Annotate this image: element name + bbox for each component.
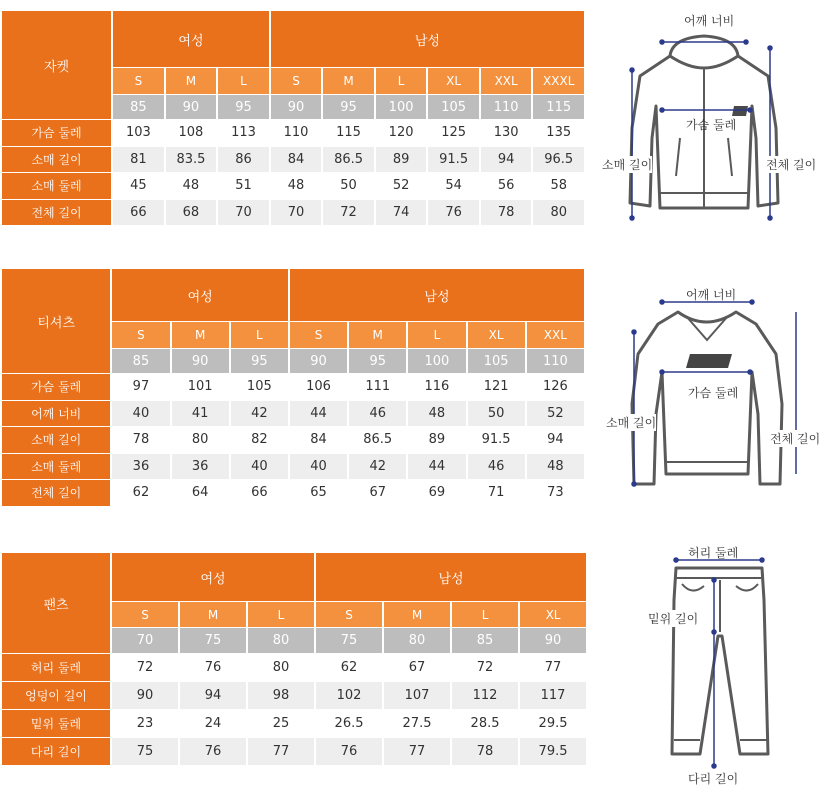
measurement-value: 80	[172, 427, 229, 453]
size-number: 90	[166, 95, 217, 119]
measurement-row	[2, 738, 586, 765]
group-header-row	[2, 553, 586, 601]
measurement-value: 29.5	[520, 710, 586, 737]
measurement-value: 106	[290, 374, 347, 400]
size-number: 105	[468, 349, 525, 373]
group-label: 남성	[316, 553, 586, 601]
measurement-value: 91.5	[468, 427, 525, 453]
measurement-value: 48	[527, 454, 584, 480]
group-header-row	[2, 269, 584, 321]
measurement-value: 83.5	[166, 147, 217, 173]
measurement-value: 52	[527, 401, 584, 427]
size-label: L	[376, 68, 427, 94]
size-number: 115	[533, 95, 584, 119]
measurement-value: 121	[468, 374, 525, 400]
measurement-row	[2, 454, 584, 480]
tshirt-sleeve-label: 소매 길이	[606, 416, 657, 430]
size-number: 85	[452, 628, 518, 653]
measurement-value: 74	[376, 200, 427, 226]
size-label: L	[218, 68, 269, 94]
pants-rise-label: 밑위 길이	[648, 612, 699, 626]
measurement-value: 41	[172, 401, 229, 427]
size-label: S	[112, 602, 178, 627]
measurement-value: 77	[520, 654, 586, 681]
size-label: S	[112, 322, 169, 348]
size-number: 95	[349, 349, 406, 373]
size-label: XL	[520, 602, 586, 627]
measurement-value: 94	[180, 682, 246, 709]
size-number: 90	[520, 628, 586, 653]
measurement-value: 89	[376, 147, 427, 173]
measurement-value: 78	[112, 427, 169, 453]
measurement-row	[2, 480, 584, 506]
size-number: 90	[271, 95, 322, 119]
measurement-value: 126	[527, 374, 584, 400]
measurement-value: 111	[349, 374, 406, 400]
size-number: 110	[481, 95, 532, 119]
measurement-value: 54	[428, 173, 479, 199]
measurement-value: 76	[428, 200, 479, 226]
size-label: M	[180, 602, 246, 627]
measurement-value: 130	[481, 120, 532, 146]
category-label: 자켓	[2, 11, 111, 119]
measurement-value: 112	[452, 682, 518, 709]
size-label: M	[384, 602, 450, 627]
size-number: 100	[376, 95, 427, 119]
measurement-value: 102	[316, 682, 382, 709]
measurement-value: 24	[180, 710, 246, 737]
measurement-value: 105	[231, 374, 288, 400]
measurement-value: 86.5	[349, 427, 406, 453]
measurement-value: 72	[323, 200, 374, 226]
size-number: 80	[248, 628, 314, 653]
measurement-value: 77	[384, 738, 450, 765]
size-label: XL	[428, 68, 479, 94]
measurement-row	[2, 374, 584, 400]
measurement-value: 84	[290, 427, 347, 453]
measurement-value: 120	[376, 120, 427, 146]
measurement-value: 135	[533, 120, 584, 146]
measurement-value: 78	[481, 200, 532, 226]
measurement-value: 44	[408, 454, 465, 480]
measurement-value: 48	[166, 173, 217, 199]
jacket-shoulder-label: 어깨 너비	[684, 14, 735, 28]
measurement-value: 72	[112, 654, 178, 681]
size-label: L	[231, 322, 288, 348]
measurement-value: 81	[113, 147, 164, 173]
measurement-row	[2, 401, 584, 427]
jacket-size-table	[0, 10, 586, 226]
measurement-value: 40	[231, 454, 288, 480]
size-number: 70	[112, 628, 178, 653]
measurement-value: 42	[349, 454, 406, 480]
size-number: 75	[180, 628, 246, 653]
size-number: 105	[428, 95, 479, 119]
pants-leg-label: 다리 길이	[688, 772, 739, 786]
category-label: 팬츠	[2, 553, 110, 653]
measurement-value: 101	[172, 374, 229, 400]
measurement-value: 23	[112, 710, 178, 737]
measurement-value: 80	[533, 200, 584, 226]
measurement-label: 가슴 둘레	[2, 120, 111, 146]
group-label: 여성	[113, 11, 269, 67]
tshirt-total-label: 전체 길이	[770, 432, 820, 446]
measurement-value: 36	[112, 454, 169, 480]
size-label: L	[408, 322, 465, 348]
measurement-label: 허리 둘레	[2, 654, 110, 681]
measurement-value: 66	[113, 200, 164, 226]
measurement-value: 28.5	[452, 710, 518, 737]
measurement-value: 90	[112, 682, 178, 709]
measurement-value: 94	[527, 427, 584, 453]
group-label: 남성	[271, 11, 584, 67]
measurement-value: 44	[290, 401, 347, 427]
tshirt-size-table	[0, 268, 586, 507]
measurement-value: 78	[452, 738, 518, 765]
measurement-value: 91.5	[428, 147, 479, 173]
measurement-value: 52	[376, 173, 427, 199]
category-label: 티셔츠	[2, 269, 110, 373]
jacket-chest-label: 가슴 둘레	[686, 118, 737, 132]
size-label: L	[248, 602, 314, 627]
measurement-label: 소매 둘레	[2, 173, 111, 199]
group-label: 여성	[112, 269, 288, 321]
size-label: XXL	[481, 68, 532, 94]
measurement-value: 56	[481, 173, 532, 199]
measurement-value: 84	[271, 147, 322, 173]
measurement-value: 76	[180, 738, 246, 765]
group-label: 남성	[290, 269, 584, 321]
measurement-value: 51	[218, 173, 269, 199]
measurement-label: 소매 길이	[2, 427, 110, 453]
pants-illustration	[630, 540, 800, 798]
jacket-total-label: 전체 길이	[766, 158, 817, 172]
measurement-value: 72	[452, 654, 518, 681]
size-number: 80	[384, 628, 450, 653]
pants-waist-label: 허리 둘레	[688, 546, 739, 560]
size-number: 90	[172, 349, 229, 373]
measurement-value: 68	[166, 200, 217, 226]
measurement-value: 86.5	[323, 147, 374, 173]
measurement-value: 76	[316, 738, 382, 765]
measurement-row	[2, 682, 586, 709]
measurement-value: 40	[290, 454, 347, 480]
measurement-value: 115	[323, 120, 374, 146]
measurement-value: 70	[271, 200, 322, 226]
measurement-value: 65	[290, 480, 347, 506]
size-number: 110	[527, 349, 584, 373]
measurement-value: 46	[468, 454, 525, 480]
measurement-row	[2, 173, 584, 199]
measurement-value: 46	[349, 401, 406, 427]
measurement-label: 엉덩이 길이	[2, 682, 110, 709]
measurement-value: 64	[172, 480, 229, 506]
size-label: S	[316, 602, 382, 627]
measurement-value: 89	[408, 427, 465, 453]
size-label: L	[452, 602, 518, 627]
measurement-value: 48	[271, 173, 322, 199]
size-label: M	[166, 68, 217, 94]
measurement-value: 76	[180, 654, 246, 681]
measurement-value: 36	[172, 454, 229, 480]
measurement-value: 107	[384, 682, 450, 709]
measurement-value: 40	[112, 401, 169, 427]
size-number: 95	[323, 95, 374, 119]
size-number: 100	[408, 349, 465, 373]
tshirt-shoulder-label: 어깨 너비	[686, 288, 737, 302]
size-label: XL	[468, 322, 525, 348]
measurement-value: 103	[113, 120, 164, 146]
measurement-value: 45	[113, 173, 164, 199]
measurement-value: 110	[271, 120, 322, 146]
measurement-label: 전체 길이	[2, 200, 111, 226]
measurement-value: 117	[520, 682, 586, 709]
measurement-value: 82	[231, 427, 288, 453]
measurement-value: 66	[231, 480, 288, 506]
size-label: M	[349, 322, 406, 348]
measurement-row	[2, 710, 586, 737]
size-number: 90	[290, 349, 347, 373]
size-label: M	[323, 68, 374, 94]
measurement-value: 67	[349, 480, 406, 506]
measurement-value: 48	[408, 401, 465, 427]
measurement-value: 58	[533, 173, 584, 199]
measurement-value: 80	[248, 654, 314, 681]
measurement-label: 소매 길이	[2, 147, 111, 173]
measurement-value: 94	[481, 147, 532, 173]
measurement-label: 밑위 둘레	[2, 710, 110, 737]
measurement-value: 86	[218, 147, 269, 173]
group-header-row	[2, 11, 584, 67]
pants-size-table	[0, 552, 588, 766]
measurement-value: 62	[112, 480, 169, 506]
measurement-value: 77	[248, 738, 314, 765]
size-label: S	[290, 322, 347, 348]
measurement-value: 67	[384, 654, 450, 681]
measurement-label: 어깨 너비	[2, 401, 110, 427]
measurement-value: 75	[112, 738, 178, 765]
measurement-value: 125	[428, 120, 479, 146]
measurement-value: 108	[166, 120, 217, 146]
size-number: 95	[218, 95, 269, 119]
measurement-label: 소매 둘레	[2, 454, 110, 480]
measurement-row	[2, 654, 586, 681]
size-label: S	[113, 68, 164, 94]
measurement-value: 71	[468, 480, 525, 506]
size-label: XXXL	[533, 68, 584, 94]
measurement-value: 50	[323, 173, 374, 199]
size-number: 75	[316, 628, 382, 653]
measurement-value: 42	[231, 401, 288, 427]
measurement-label: 가슴 둘레	[2, 374, 110, 400]
tshirt-chest-label: 가슴 둘레	[688, 386, 739, 400]
measurement-value: 69	[408, 480, 465, 506]
measurement-value: 96.5	[533, 147, 584, 173]
measurement-value: 113	[218, 120, 269, 146]
measurement-label: 전체 길이	[2, 480, 110, 506]
measurement-row	[2, 120, 584, 146]
measurement-value: 25	[248, 710, 314, 737]
measurement-row	[2, 427, 584, 453]
measurement-value: 97	[112, 374, 169, 400]
size-number: 85	[113, 95, 164, 119]
measurement-row	[2, 200, 584, 226]
size-label: XXL	[527, 322, 584, 348]
measurement-value: 50	[468, 401, 525, 427]
measurement-value: 116	[408, 374, 465, 400]
measurement-value: 27.5	[384, 710, 450, 737]
measurement-row	[2, 147, 584, 173]
jacket-sleeve-label: 소매 길이	[602, 158, 653, 172]
size-label: S	[271, 68, 322, 94]
pants-drawing	[630, 540, 800, 798]
tshirt-illustration	[600, 284, 820, 504]
measurement-value: 70	[218, 200, 269, 226]
jacket-illustration	[600, 8, 817, 228]
size-number: 85	[112, 349, 169, 373]
measurement-value: 79.5	[520, 738, 586, 765]
group-label: 여성	[112, 553, 314, 601]
measurement-value: 98	[248, 682, 314, 709]
measurement-value: 62	[316, 654, 382, 681]
size-label: M	[172, 322, 229, 348]
measurement-label: 다리 길이	[2, 738, 110, 765]
measurement-value: 26.5	[316, 710, 382, 737]
measurement-value: 73	[527, 480, 584, 506]
size-number: 95	[231, 349, 288, 373]
